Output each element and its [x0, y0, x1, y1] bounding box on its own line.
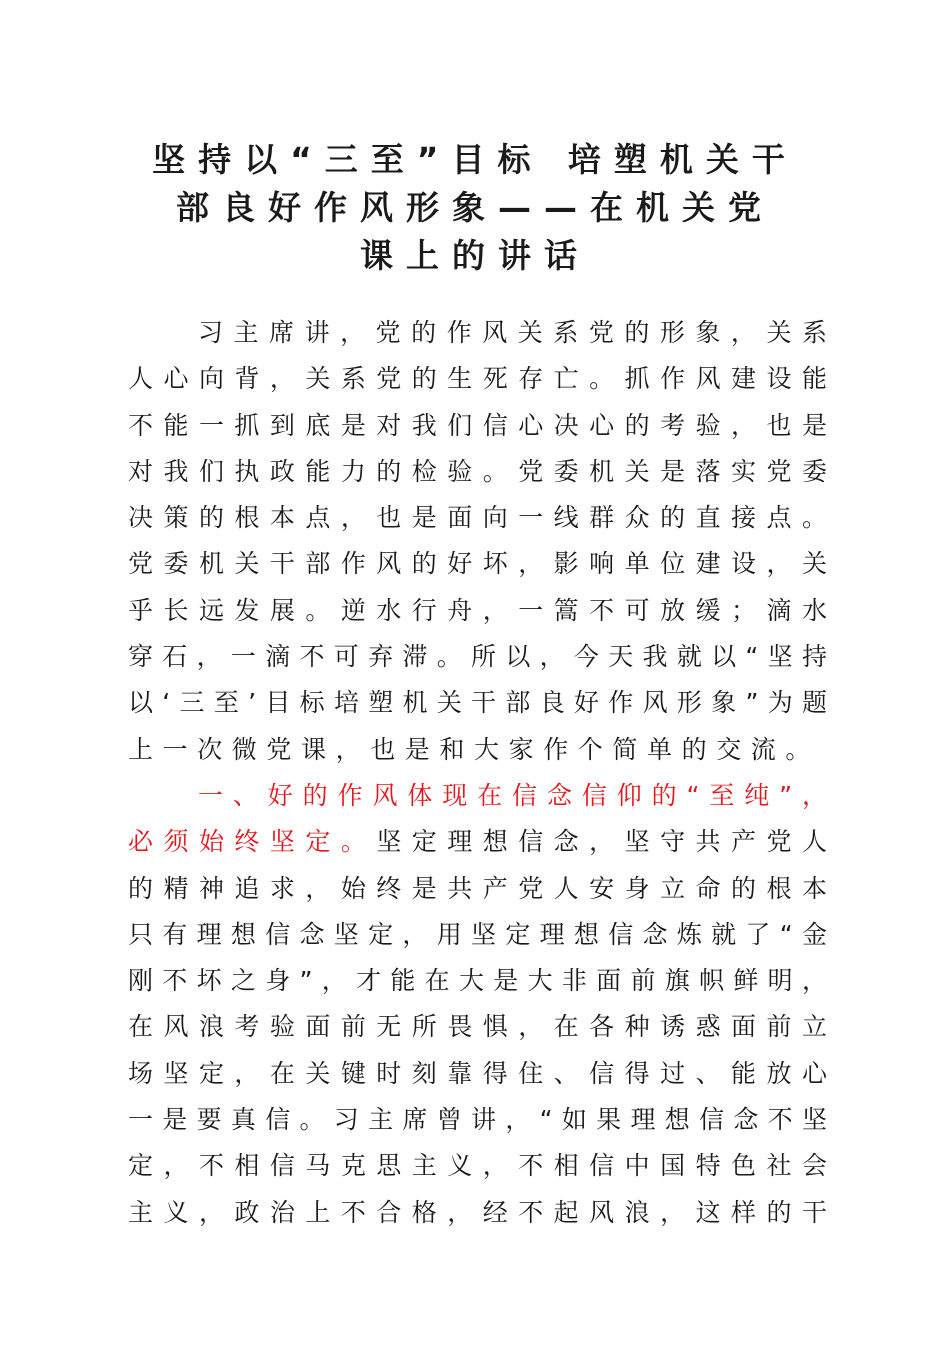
body-line: 在风浪考验面前无所畏惧，在各种诱惑面前立 — [128, 1012, 828, 1042]
title-line: 坚持以“三至”目标 培塑机关干 — [152, 140, 798, 179]
body-line: 决策的根本点，也是面向一线群众的直接点。 — [128, 503, 828, 533]
body-line: 刚不坏之身”，才能在大是大非面前旗帜鲜明， — [128, 966, 828, 996]
body-line: 习主席讲，党的作风关系党的形象，关系 — [198, 318, 828, 347]
title-line: 部良好作风形象——在机关党 — [176, 188, 774, 227]
body-line: 上一次微党课，也是和大家作个简单的交流。 — [128, 734, 821, 764]
body-line: 不能一抓到底是对我们信心决心的考验，也是 — [128, 410, 828, 440]
section-heading-tail: 必须始终坚定。 — [128, 827, 377, 857]
body-line: 的精神追求，始终是共产党人安身立命的根本 — [128, 873, 828, 903]
section-heading-line: 一、好的作风体现在信念信仰的“至纯”， — [198, 780, 828, 810]
body-line-segment: 坚定理想信念，坚守共产党人 — [376, 827, 828, 857]
body-line: 乎长远发展。逆水行舟，一篙不可放缓；滴水 — [128, 595, 828, 625]
document-title — [118, 136, 832, 280]
body-line: 只有理想信念坚定，用坚定理想信念炼就了“金 — [128, 919, 828, 949]
body-line: 以‘三至’目标培塑机关干部良好作风形象”为题 — [128, 688, 828, 718]
body-line: 党委机关干部作风的好坏，影响单位建设，关 — [128, 549, 828, 579]
body-line: 一是要真信。习主席曾讲，“如果理想信念不坚 — [128, 1105, 828, 1135]
body-line: 对我们执政能力的检验。党委机关是落实党委 — [128, 456, 828, 486]
body-line: 定，不相信马克思主义，不相信中国特色社会 — [128, 1151, 828, 1181]
section-heading-continuation — [128, 819, 828, 865]
body-line: 穿石，一滴不可弃滞。所以，今天我就以“坚持 — [128, 642, 828, 672]
body-line: 人心向背，关系党的生死存亡。抓作风建设能 — [128, 364, 828, 394]
body-line: 主义，政治上不合格，经不起风浪，这样的干 — [128, 1197, 828, 1227]
title-line: 课上的讲话 — [360, 236, 590, 275]
document-body — [128, 310, 828, 1236]
body-line: 场坚定，在关键时刻靠得住、信得过、能放心 — [128, 1058, 828, 1088]
